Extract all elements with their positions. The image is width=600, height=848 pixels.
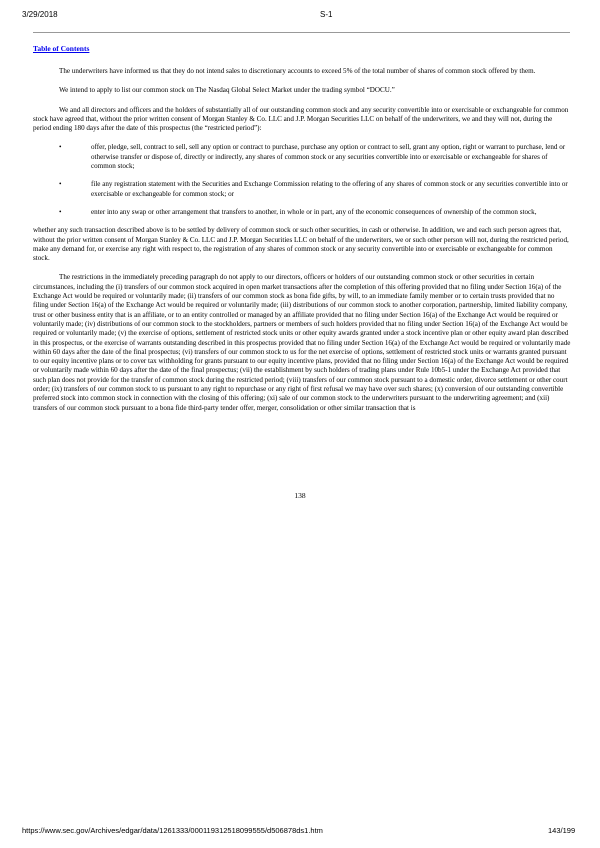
list-item — [33, 180, 571, 199]
paragraph-settlement-continuation: whether any such transaction described above is to be settled by delivery of common stock or such other securities, in cash or otherwise. In addition, we and each such person agrees that, without the prior written consent of Morgan Stanley & Co. LLC and J.P. Morgan Securities LLC on behalf of the underwriters, we or such other person will not, during the restricted period, make any demand for, or exercise any right with respect to, the registration of any shares of common stock or any security convertible into or exercisable or exchangeable for common stock. — [33, 226, 569, 263]
print-date: 3/29/2018 — [22, 10, 58, 19]
list-item — [33, 143, 571, 171]
list-item — [33, 208, 571, 217]
document-body — [33, 67, 571, 423]
table-of-contents-link[interactable]: Table of Contents — [33, 44, 90, 53]
bullet-icon: • — [59, 207, 62, 216]
bullet-icon: • — [59, 180, 62, 189]
list-item-text: enter into any swap or other arrangement that transfers to another, in whole or in part, any of the economic consequences of ownership of the common stock, — [91, 207, 537, 216]
list-item-text: file any registration statement with the Securities and Exchange Commission relating to the offering of any shares of common stock or any securities convertible into or exercisable or exchangeable for common stock; or — [91, 180, 568, 198]
lockup-restrictions-list — [33, 143, 571, 217]
paragraph-nasdaq-listing: We intend to apply to list our common stock on The Nasdaq Global Select Market under the trading symbol “DOCU.” — [59, 86, 395, 95]
page-number: 138 — [294, 491, 306, 500]
document-title: S-1 — [320, 10, 333, 19]
paragraph-underwriters-discretionary: The underwriters have informed us that they do not intend sales to discretionary accounts to exceed 5% of the total number of shares of common stock offered by them. — [59, 67, 536, 75]
paragraph-restriction-exceptions: The restrictions in the immediately preceding paragraph do not apply to our directors, officers or holders of our outstanding common stock or other securities in certain circumstances, including the (i) transfers of our common stock acquired in open market transactions after the completion of this offering provided that no filing under Section 16(a) of the Exchange Act would be required or voluntarily made; (ii) transfers of our common stock as bona fide gifts, by will, to an immediate family member or to certain trusts provided that no filing under Section 16(a) of the Exchange Act would be required or voluntarily made; (iii) distributions of our common stock to another corporation, partnership, limited liability company, trust or other business entity that is an affiliate, or to an entity controlled or managed by an affiliate provided that no filing under Section 16(a) of the Exchange Act would be required or voluntarily made; (iv) distributions of our common stock to the stockholders, partners or members of such holders provided that no filing under Section 16(a) of the Exchange Act would be required or voluntarily made; (v) the exercise of options, settlement of restricted stock units or other equity awards granted under a stock incentive plan or other equity award plan described in this prospectus, or the exercise of warrants outstanding described in this prospectus provided that no filing under Section 16(a) of the Exchange Act would be required or voluntarily made within 60 days after the date of the final prospectus; (vi) transfers of our common stock to us for the net exercise of options, settlement of restricted stock units or warrants granted pursuant to our equity incentive plans or to cover tax withholding for grants pursuant to our equity incentive plans, provided that no filing under Section 16(a) of the Exchange Act would be required or voluntarily made within 60 days after the date of the final prospectus; (vii) the establishment by such holders of trading plans under Rule 10b5-1 under the Exchange Act provided that such plan does not provide for the transfer of common stock during the restricted period; (viii) transfers of our common stock pursuant to a domestic order, divorce settlement or other court order; (ix) transfers of our common stock to us pursuant to any right to repurchase or any right of first refusal we may have over such shares; (x) conversion of our outstanding convertible preferred stock into common stock in connection with the closing of this offering; (xi) sale of our common stock to the underwriters pursuant to the underwriting agreement; and (xii) transfers of our common stock pursuant to a bona fide third-party tender offer, merger, consolidation or other similar transaction that is — [33, 273, 571, 412]
source-url: https://www.sec.gov/Archives/edgar/data/1261333/000119312518099555/d506878ds1.htm — [22, 826, 323, 835]
header-divider — [33, 32, 570, 33]
bullet-icon: • — [59, 143, 62, 152]
paragraph-lockup-agreement: We and all directors and officers and the holders of substantially all of our outstanding common stock and any security convertible into or exercisable or exchangeable for common stock have agreed that, without the prior written consent of Morgan Stanley & Co. LLC and J.P. Morgan Securities LLC on behalf of the underwriters, we and they will not, during the period ending 180 days after the date of this prospectus (the “restricted period”): — [33, 105, 569, 133]
print-page-count: 143/199 — [548, 826, 576, 835]
list-item-text: offer, pledge, sell, contract to sell, sell any option or contract to purchase, purchase any option or contract to sell, grant any option, right or warrant to purchase, lend or otherwise transfer or dispose of, directly or indirectly, any shares of common stock or any securities convertible into or exercisable or exchangeable for shares of common stock; — [91, 143, 566, 171]
